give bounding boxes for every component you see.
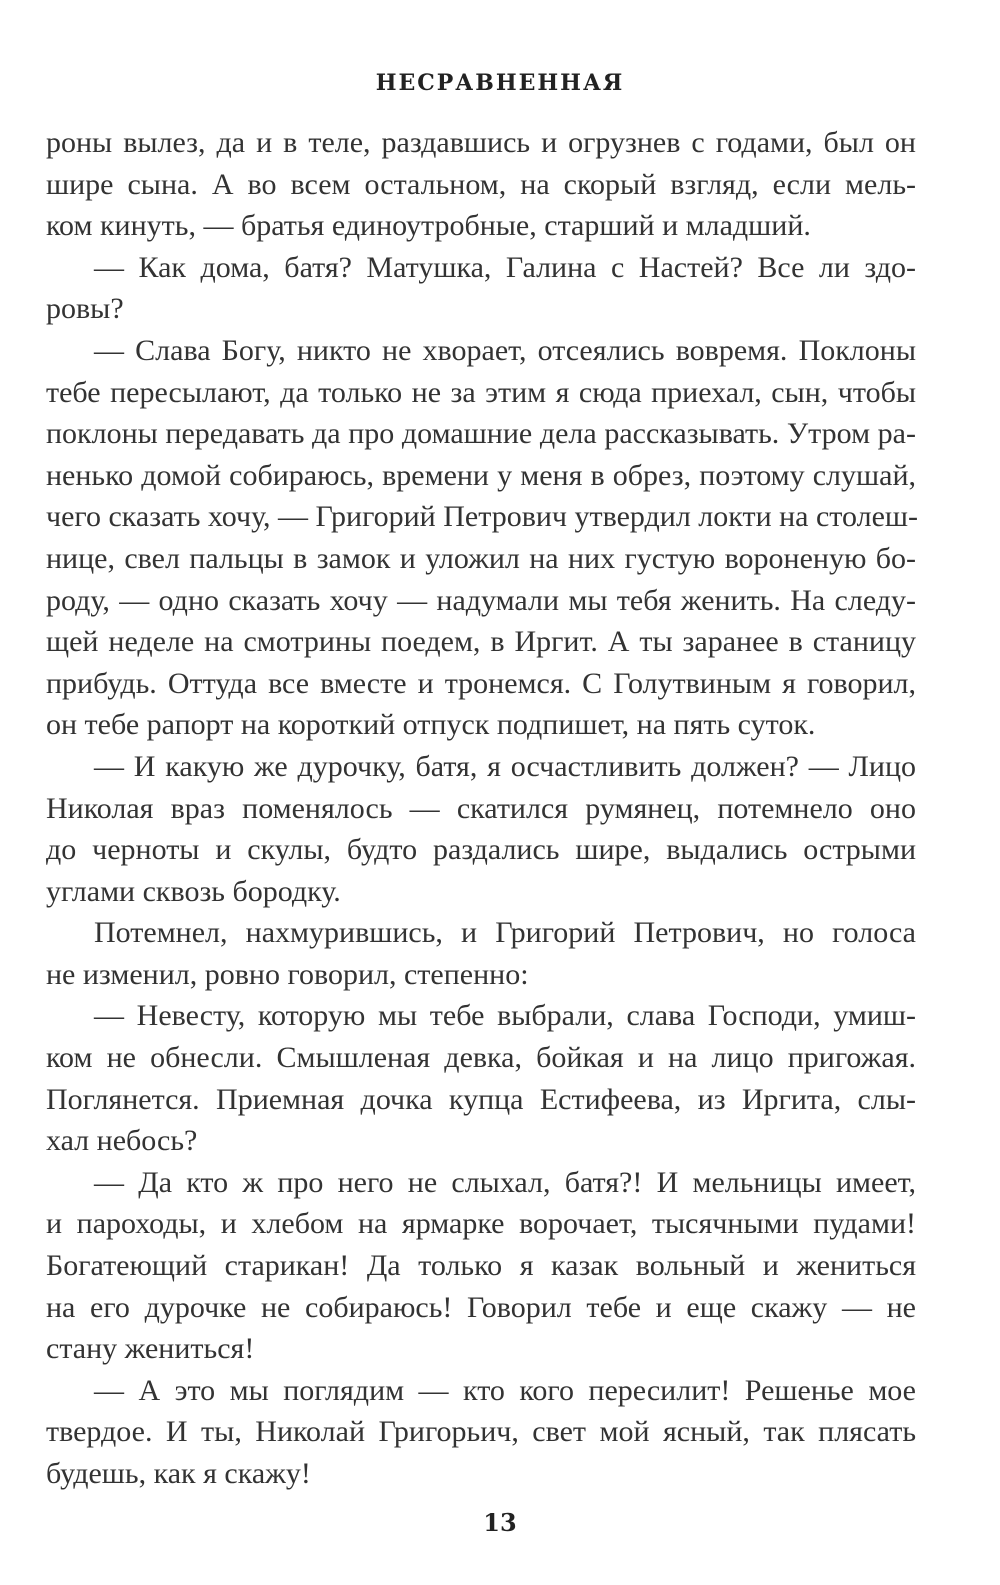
text-line: твердое. И ты, Николай Григорьич, свет мой ясный, так плясать [46, 1415, 916, 1449]
text-line: — А это мы поглядим — кто кого пересилит! Решенье мое [94, 1373, 916, 1407]
text-line: — Да кто ж про него не слыхал, батя?! И мельницы имеет, [94, 1165, 916, 1199]
text-line: нице, свел пальцы в замок и уложил на них густую вороненую бо- [46, 541, 916, 575]
text-line: — И какую же дурочку, батя, я осчастливить должен? — Лицо [94, 749, 916, 783]
text-line: будешь, как я скажу! [46, 1457, 311, 1490]
text-line: на его дурочке не собираюсь! Говорил тебе и еще скажу — не [46, 1290, 916, 1324]
text-line: роду, — одно сказать хочу — надумали мы тебя женить. На следу- [46, 583, 916, 617]
text-line: хал небось? [46, 1124, 198, 1158]
text-line: ненько домой собираюсь, времени у меня в обрез, поэтому слушай, [46, 458, 916, 492]
text-line: он тебе рапорт на короткий отпуск подпишет, на пять суток. [46, 708, 816, 742]
text-line: роны вылез, да и в теле, раздавшись и огрузнев с годами, был он [46, 126, 916, 159]
text-line: поклоны передавать да про домашние дела рассказывать. Утром ра- [46, 417, 916, 451]
text-line: чего сказать хочу, — Григорий Петрович утвердил локти на столеш- [46, 500, 919, 534]
text-line: — Слава Богу, никто не хворает, отсеялись вовремя. Поклоны [94, 333, 916, 367]
text-line: тебе пересылают, да только не за этим я сюда приехал, сын, чтобы [46, 375, 916, 409]
text-line: ком кинуть, — братья единоутробные, старший и младший. [46, 209, 811, 243]
text-line: не изменил, ровно говорил, степенно: [46, 957, 529, 991]
text-line: шире сына. А во всем остальном, на скорый взгляд, если мель- [46, 167, 916, 201]
text-line: Поглянется. Приемная дочка купца Естифеева, из Иргита, слы- [46, 1082, 916, 1116]
text-line: Потемнел, нахмурившись, и Григорий Петрович, но голоса [94, 916, 916, 950]
text-line: стану жениться! [46, 1332, 255, 1366]
text-line: — Невесту, которую мы тебе выбрали, слава Господи, умиш- [94, 999, 916, 1033]
running-header: НЕСРАВНЕННАЯ [375, 70, 625, 96]
text-line: ровы? [46, 292, 124, 326]
text-line: до черноты и скулы, будто раздались шире, выдались острыми [46, 833, 916, 867]
text-line: щей неделе на смотрины поедем, в Иргит. А ты заранее в станицу [46, 625, 916, 659]
text-line: — Как дома, батя? Матушка, Галина с Настей? Все ли здо- [94, 250, 916, 284]
text-line: и пароходы, и хлебом на ярмарке ворочает, тысячными пудами! [46, 1207, 916, 1241]
text-line: Богатеющий старикан! Да только я казак вольный и жениться [46, 1249, 916, 1283]
text-line: углами сквозь бородку. [46, 874, 341, 908]
page-number: 13 [483, 1508, 517, 1537]
text-line: ком не обнесли. Смышленая девка, бойкая и на лицо пригожая. [46, 1041, 916, 1075]
text-line: Николая враз поменялось — скатился румянец, потемнело оно [46, 791, 916, 825]
body-text [46, 122, 919, 1495]
text-line: прибудь. Оттуда все вместе и тронемся. С Голутвиным я говорил, [46, 666, 916, 700]
